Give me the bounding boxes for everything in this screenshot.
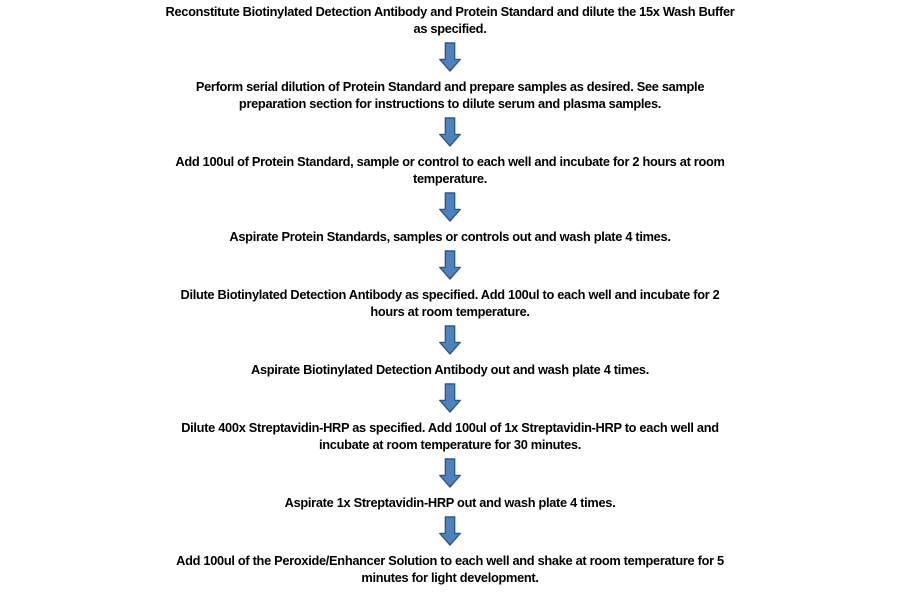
flow-step-text: Dilute Biotinylated Detection Antibody as specified. Add 100ul to each well and incubate for 2 <box>180 287 720 302</box>
down-arrow-icon <box>438 516 462 546</box>
flow-step-text: incubate at room temperature for 30 minutes. <box>318 437 581 452</box>
flow-step-text: preparation section for instructions to dilute serum and plasma samples. <box>238 96 662 111</box>
flow-step-1 <box>166 3 735 37</box>
flow-step-4 <box>229 228 670 245</box>
flow-step-3 <box>175 153 724 187</box>
down-arrow-icon <box>438 192 462 222</box>
flow-step-6 <box>251 361 649 378</box>
flow-step-8 <box>285 494 616 511</box>
flow-step-9 <box>176 552 724 586</box>
down-arrow-shape <box>440 193 461 221</box>
flow-step-text: temperature. <box>413 171 487 186</box>
flow-step-text: Reconstitute Biotinylated Detection Antibody and Protein Standard and dilute the 15x Wash Buffer <box>165 4 735 19</box>
flow-step-text: Aspirate 1x Streptavidin-HRP out and wash plate 4 times. <box>284 495 616 510</box>
down-arrow-icon <box>438 250 462 280</box>
down-arrow-shape <box>440 118 461 146</box>
down-arrow-icon <box>438 42 462 72</box>
flow-step-7 <box>181 419 719 453</box>
flow-step-5 <box>181 286 720 320</box>
down-arrow-shape <box>440 517 461 545</box>
down-arrow-shape <box>440 384 461 412</box>
flow-step-text: Add 100ul of Protein Standard, sample or control to each well and incubate for 2 hours at room <box>175 154 725 169</box>
flow-step-2 <box>196 78 704 112</box>
down-arrow-icon <box>438 383 462 413</box>
flow-step-text: as specified. <box>413 21 487 36</box>
down-arrow-icon <box>438 325 462 355</box>
flow-step-text: Aspirate Biotinylated Detection Antibody out and wash plate 4 times. <box>251 362 649 377</box>
down-arrow-icon <box>438 458 462 488</box>
flow-step-text: Add 100ul of the Peroxide/Enhancer Solution to each well and shake at room temperature for 5 <box>176 553 724 568</box>
down-arrow-shape <box>440 43 461 71</box>
flow-step-text: Dilute 400x Streptavidin-HRP as specified. Add 100ul of 1x Streptavidin-HRP to each well and <box>181 420 719 435</box>
down-arrow-shape <box>440 459 461 487</box>
flow-step-text: minutes for light development. <box>361 570 539 585</box>
down-arrow-icon <box>438 117 462 147</box>
flow-step-text: hours at room temperature. <box>370 304 530 319</box>
down-arrow-shape <box>440 326 461 354</box>
flow-step-text: Perform serial dilution of Protein Standard and prepare samples as desired. See sample <box>195 79 705 94</box>
down-arrow-shape <box>440 251 461 279</box>
flow-step-text: Aspirate Protein Standards, samples or controls out and wash plate 4 times. <box>229 229 671 244</box>
